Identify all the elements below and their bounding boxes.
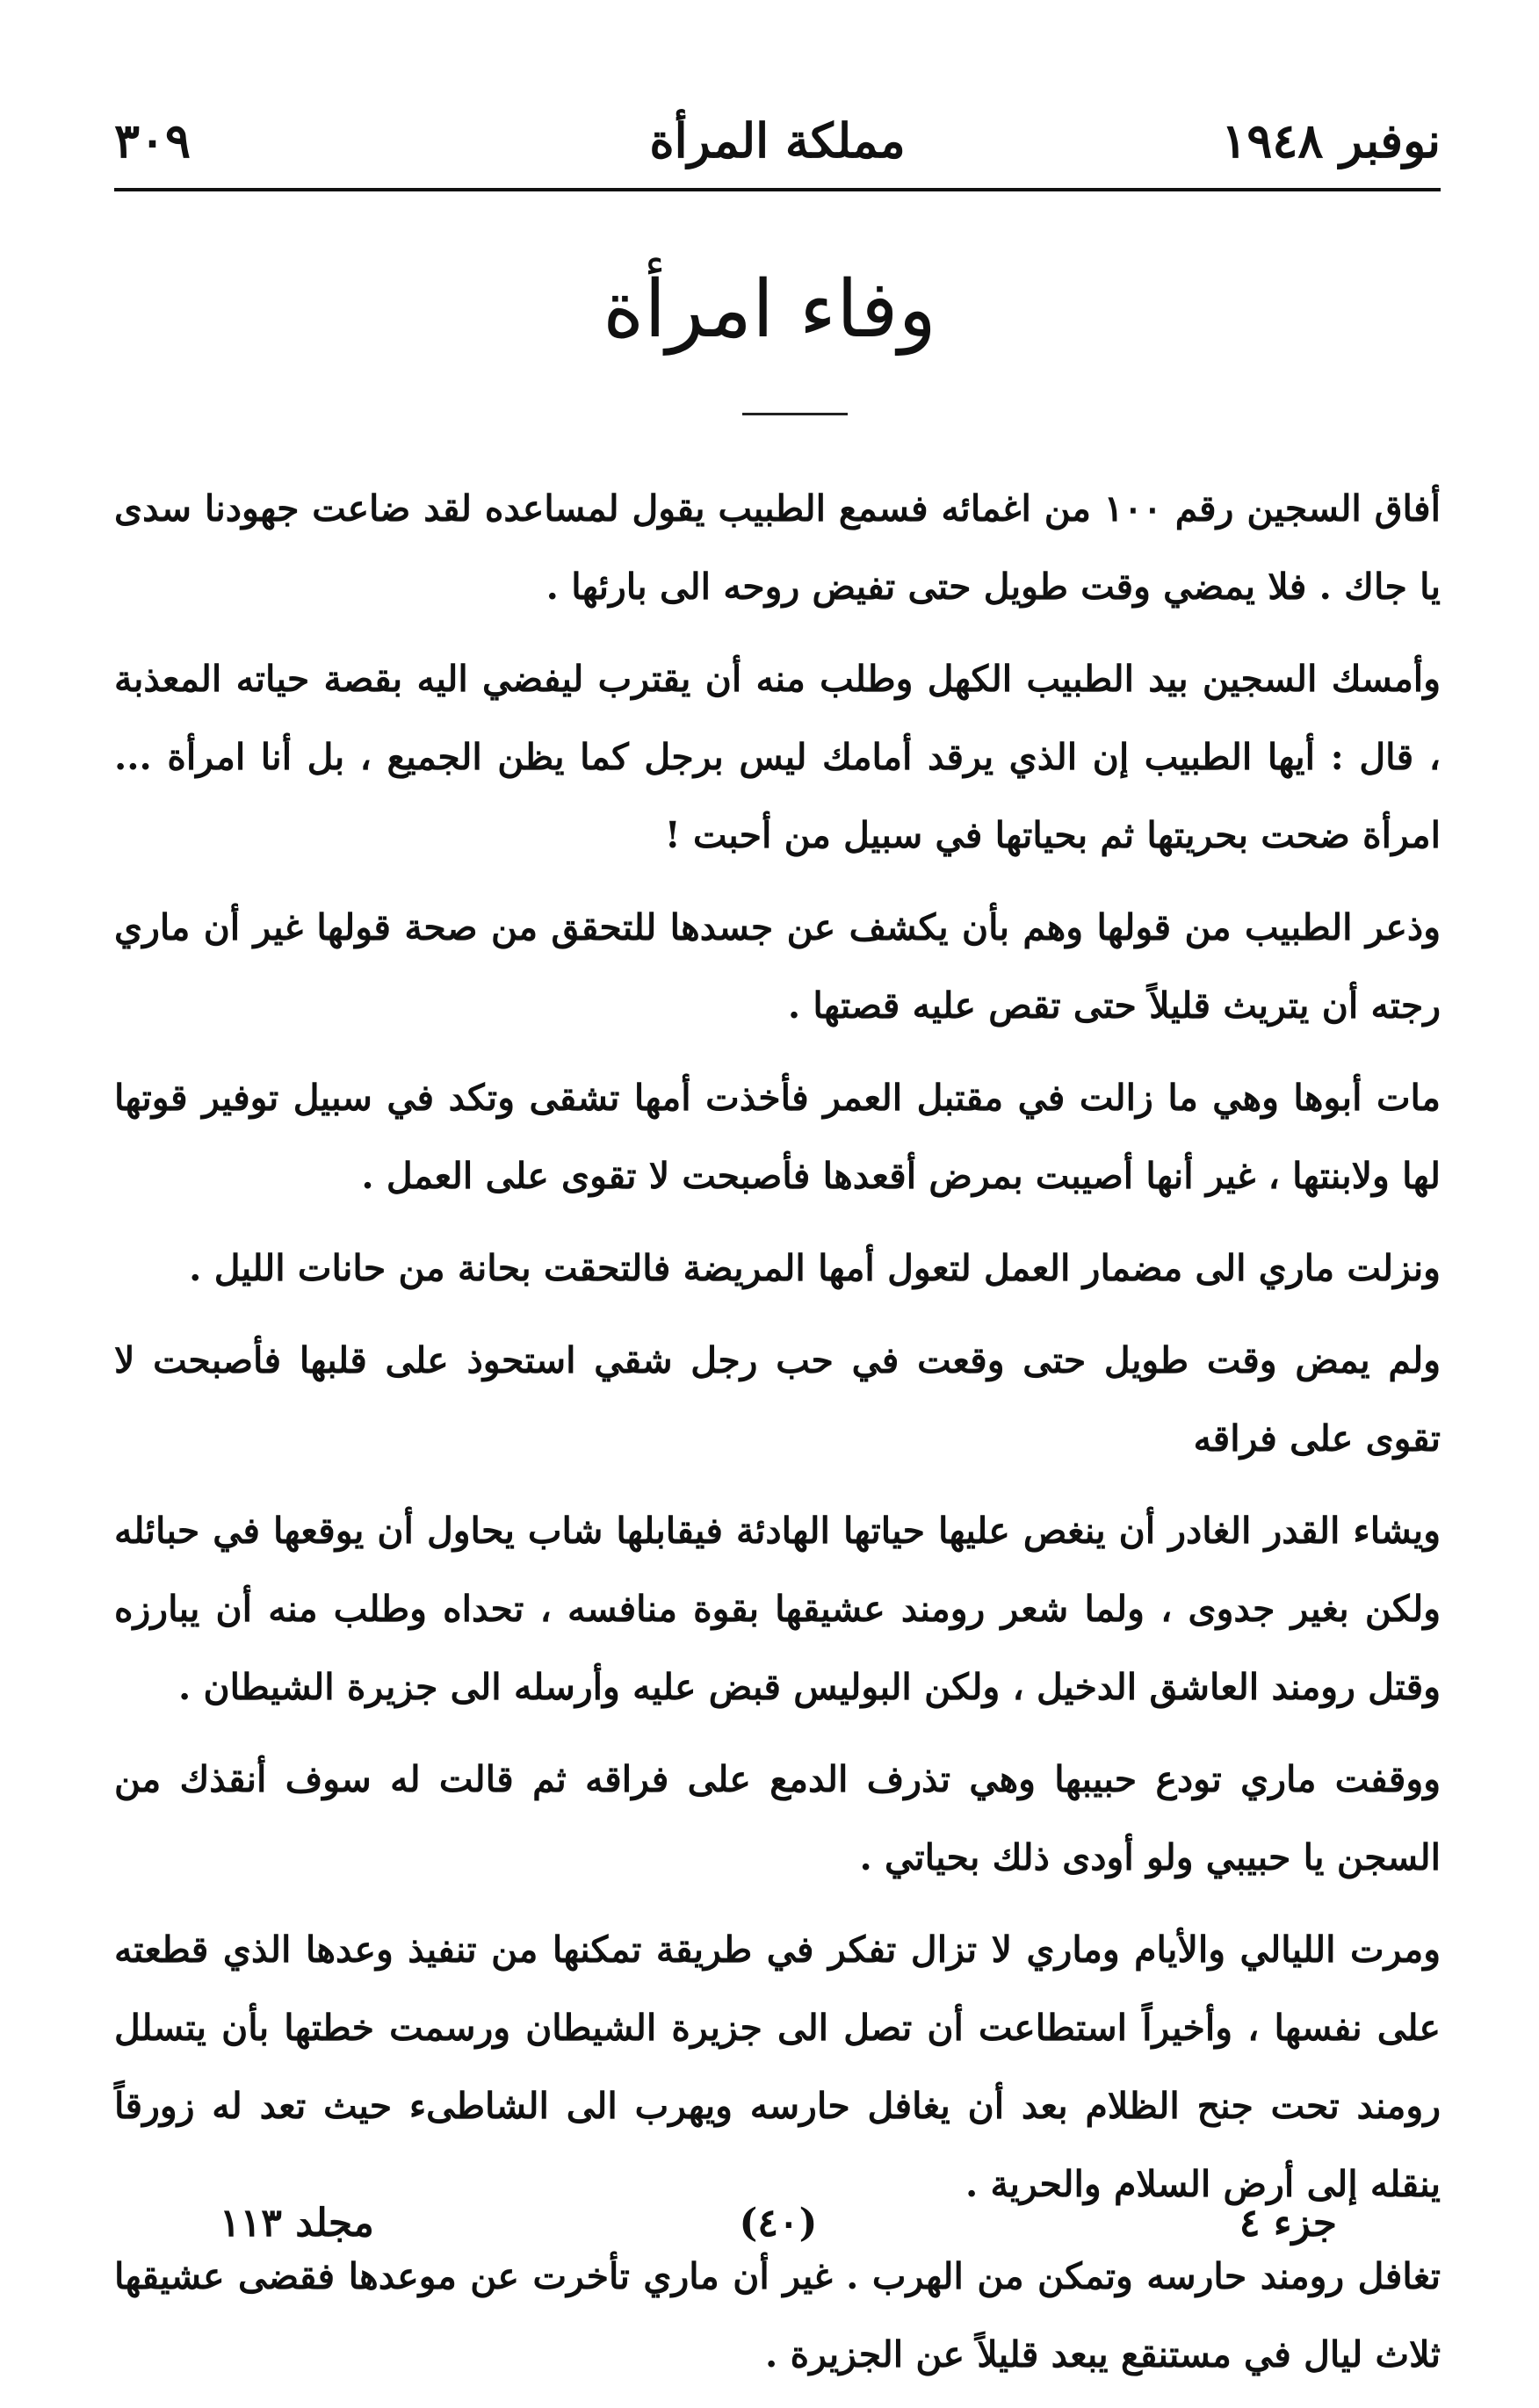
paragraph: ووقفت ماري تودع حبيبها وهي تذرف الدمع على فراقه ثم قالت له سوف أنقذك من السجن يا حبيبي ولو أودى ذلك بحياتي . [114,1758,1441,1878]
page-number: ٣٠٩ [114,112,191,169]
running-footer [220,2192,1337,2253]
paragraph: ولم يمض وقت طويل حتى وقعت في حب رجل شقي استحوذ على قلبها فأصبحت لا تقوى على فراقه [114,1339,1441,1460]
paragraph: ومرت الليالي والأيام وماري لا تزال تفكر في طريقة تمكنها من تنفيذ وعدها الذي قطعته على نفسها ، وأخيراً استطاعت أن تصل الى جزيرة الشيطان ورسمت خطتها بأن يتسلل رومند تحت جنح الظلام بعد أن يغافل حارسه ويهرب الى الشاطىء حيث تعد له زورقاً ينقله إلى أرض السلام والحرية . [114,1929,1441,2205]
article-title: وفاء امرأة [603,263,936,356]
volume-number: مجلد ١١٣ [220,2200,374,2246]
part-page-number: (٤٠) [739,2200,818,2246]
paragraph: تغافل رومند حارسه وتمكن من الهرب . غير أن ماري تأخرت عن موعدها فقضى عشيقها ثلاث ليال في مستنقع يبعد قليلاً عن الجزيرة . [114,2255,1441,2376]
article-body [114,470,1441,2408]
paragraph: وذعر الطبيب من قولها وهم بأن يكشف عن جسدها للتحقق من صحة قولها غير أن ماري رجته أن يتريث قليلاً حتى تقص عليه قصتها . [114,906,1441,1027]
paragraph: وأمسك السجين بيد الطبيب الكهل وطلب منه أن يقترب ليفضي اليه بقصة حياته المعذبة ، قال : أيها الطبيب إن الذي يرقد أمامك ليس برجل كما يظن الجميع ، بل أنا امرأة ... امرأة ضحت بحريتها ثم بحياتها في سبيل من أحبت ! [114,658,1441,856]
running-header [114,97,1441,184]
header-rule [114,188,1441,191]
paragraph: مات أبوها وهي ما زالت في مقتبل العمر فأخذت أمها تشقى وتكد في سبيل توفير قوتها لها ولابنتها ، غير أنها أصيبت بمرض أقعدها فأصبحت لا تقوى على العمل . [114,1077,1441,1197]
paragraph: ويشاء القدر الغادر أن ينغص عليها حياتها الهادئة فيقابلها شاب يحاول أن يوقعها في حبائله ولكن بغير جدوى ، ولما شعر رومند عشيقها بقوة منافسه ، تحداه وطلب منه أن يبارزه وقتل رومند العاشق الدخيل ، ولكن البوليس قبض عليه وأرسله الى جزيرة الشيطان . [114,1510,1441,1708]
paragraph: أفاق السجين رقم ١٠٠ من اغمائه فسمع الطبيب يقول لمساعده لقد ضاعت جهودنا سدى يا جاك . فلا يمضي وقت طويل حتى تفيض روحه الى بارئها . [114,487,1441,608]
part-number: جزء ٤ [1239,2200,1337,2246]
title-divider [742,413,848,415]
paragraph: ونزلت ماري الى مضمار العمل لتعول أمها المريضة فالتحقت بحانة من حانات الليل . [189,1247,1441,1289]
magazine-name: مملكة المرأة [649,112,906,169]
issue-date: نوفبر ١٩٤٨ [1221,112,1441,169]
